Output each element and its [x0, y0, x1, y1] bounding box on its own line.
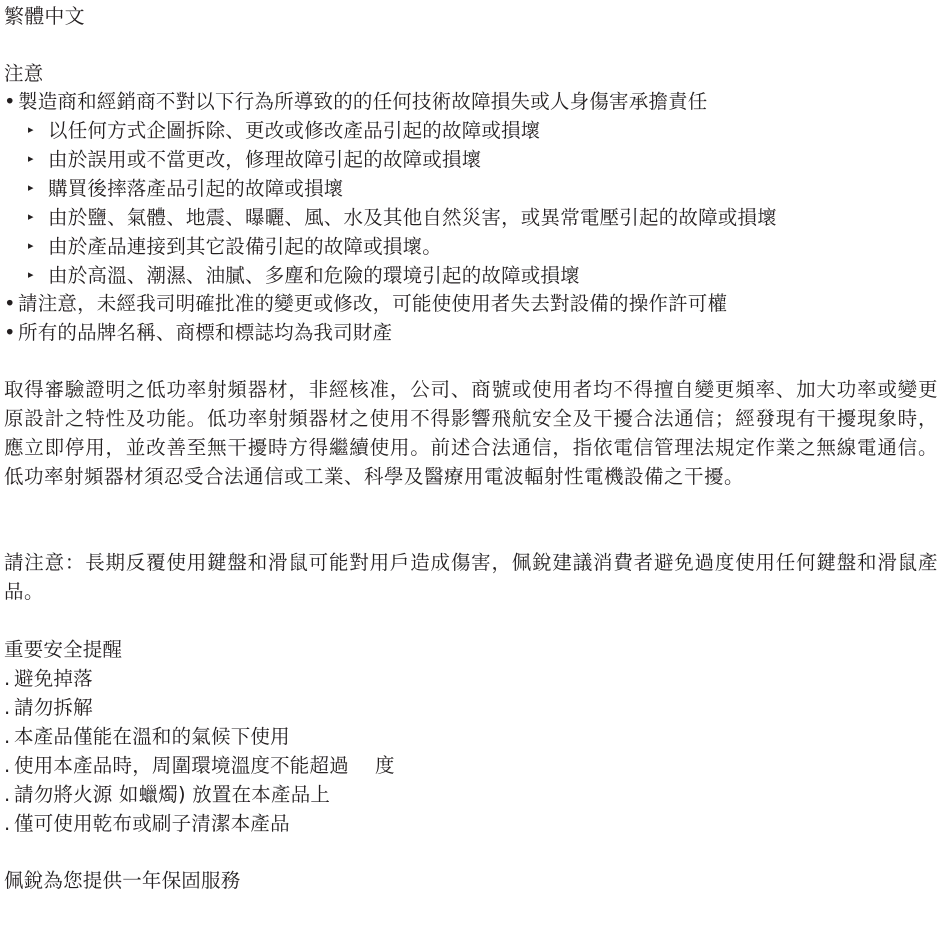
- notice-item-text: 所有的品牌名稱、商標和標誌均為我司財產: [18, 321, 393, 344]
- notice-subitem-text: 由於產品連接到其它設備引起的故障或損壞。: [48, 235, 443, 258]
- safety-item-text: 本產品僅能在溫和的氣候下使用: [14, 725, 290, 748]
- dot-bullet: .: [4, 667, 11, 690]
- notice-subitem: [28, 176, 344, 203]
- notice-subitem: [28, 205, 777, 232]
- notice-subitem: [28, 234, 442, 261]
- notice-item-text: 製造商和經銷商不對以下行為所導致的的任何技術故障損失或人身傷害承擔責任: [18, 90, 708, 113]
- dot-bullet: .: [4, 783, 11, 806]
- safety-item: [4, 753, 395, 779]
- notice-subitem-text: 購買後摔落產品引起的故障或損壞: [48, 177, 344, 200]
- notice-subitem: [28, 118, 541, 145]
- safety-item: [4, 811, 290, 837]
- health-warning-paragraph: 請注意：長期反覆使用鍵盤和滑鼠可能對用戶造成傷害，佩銳建議消費者避免過度使用任何鍵盤和滑鼠產品。: [4, 551, 938, 603]
- notice-subitem-text: 由於高溫、潮濕、油膩、多塵和危險的環境引起的故障或損壞: [48, 264, 580, 287]
- warranty-text: 佩銳為您提供一年保固服務: [4, 869, 241, 892]
- dot-bullet: .: [4, 754, 11, 777]
- regulation-paragraph: 取得審驗證明之低功率射頻器材，非經核准，公司、商號或使用者均不得擅自變更頻率、加大功率或變更原設計之特性及功能。低功率射頻器材之使用不得影響飛航安全及干擾合法通信；經發現有干擾現象時，應立即停用，並改善至無干擾時方得繼續使用。前述合法通信，指依電信管理法規定作業之無線電通信。低功率射頻器材須忍受合法通信或工業、科學及醫療用電波輻射性電機設備之干擾。: [4, 378, 938, 488]
- notice-heading: 注意: [4, 62, 44, 85]
- triangle-bullet-icon: ▸: [28, 122, 34, 136]
- safety-item: [4, 695, 93, 721]
- safety-item-text: 請勿拆解: [14, 696, 93, 719]
- notice-item-trademarks: [4, 320, 392, 346]
- triangle-bullet-icon: ▸: [28, 267, 34, 281]
- triangle-bullet-icon: ▸: [28, 151, 34, 165]
- triangle-bullet-icon: ▸: [28, 180, 34, 194]
- safety-item: [4, 666, 93, 692]
- dot-bullet: .: [4, 725, 11, 748]
- bullet-icon: •: [4, 292, 16, 315]
- safety-heading: 重要安全提醒: [4, 638, 123, 661]
- notice-item-text: 請注意，未經我司明確批准的變更或修改，可能使使用者失去對設備的操作許可權: [18, 292, 728, 315]
- notice-item-modification: [4, 291, 727, 317]
- notice-subitem-text: 由於鹽、氣體、地震、曝曬、風、水及其他自然災害，或異常電壓引起的故障或損壞: [48, 206, 777, 229]
- notice-item-liability: [4, 89, 708, 115]
- notice-subitem-text: 以任何方式企圖拆除、更改或修改產品引起的故障或損壞: [48, 119, 541, 142]
- safety-item: [4, 782, 330, 808]
- safety-item-text: 避免掉落: [14, 667, 93, 690]
- dot-bullet: .: [4, 812, 11, 835]
- language-title: 繁體中文: [4, 4, 85, 28]
- notice-subitem: [28, 263, 580, 290]
- notice-subitem: [28, 147, 481, 174]
- safety-item-text: 使用本產品時，周圍環境溫度不能超過 度: [14, 754, 395, 777]
- dot-bullet: .: [4, 696, 11, 719]
- triangle-bullet-icon: ▸: [28, 238, 34, 252]
- safety-item-text: 請勿將火源 如蠟燭) 放置在本產品上: [14, 783, 331, 806]
- triangle-bullet-icon: ▸: [28, 209, 34, 223]
- notice-subitem-text: 由於誤用或不當更改，修理故障引起的故障或損壞: [48, 148, 482, 171]
- safety-item: [4, 724, 290, 750]
- bullet-icon: •: [4, 90, 16, 113]
- safety-item-text: 僅可使用乾布或刷子清潔本產品: [14, 812, 290, 835]
- bullet-icon: •: [4, 321, 16, 344]
